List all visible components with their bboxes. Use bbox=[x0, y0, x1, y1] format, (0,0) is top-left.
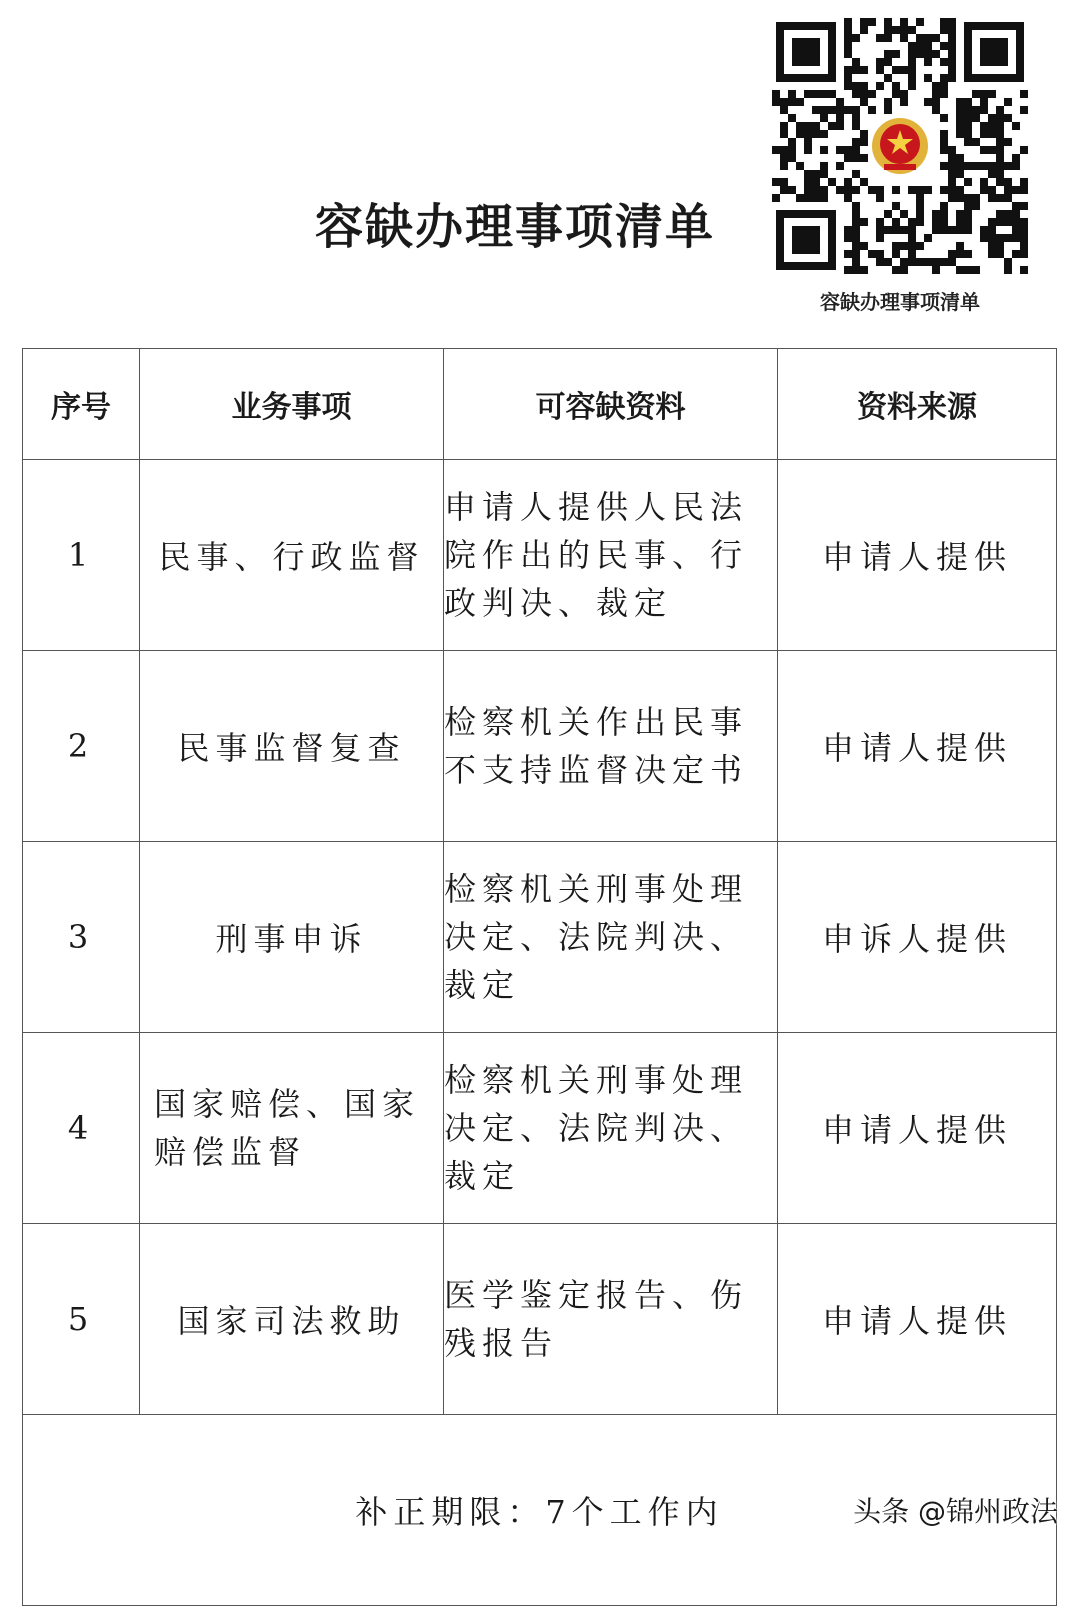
row-number: 3 bbox=[23, 842, 140, 1033]
procuratorate-emblem-icon bbox=[868, 114, 932, 178]
document-title: 容缺办理事项清单 bbox=[314, 199, 715, 255]
table-header-row bbox=[23, 349, 1057, 460]
row-number: 2 bbox=[23, 651, 140, 842]
deadline-note: 补正期限：7个工作内 bbox=[23, 1415, 1057, 1606]
row-number: 1 bbox=[23, 460, 140, 651]
row-source: 申诉人提供 bbox=[778, 842, 1057, 1033]
row-material: 检察机关刑事处理决定、法院判决、裁定 bbox=[444, 1033, 778, 1224]
header-source: 资料来源 bbox=[778, 349, 1057, 460]
matters-table bbox=[22, 348, 1057, 1606]
row-source: 申请人提供 bbox=[778, 460, 1057, 651]
row-item: 民事监督复查 bbox=[140, 651, 444, 842]
row-item: 刑事申诉 bbox=[140, 842, 444, 1033]
row-number: 4 bbox=[23, 1033, 140, 1224]
row-item: 国家赔偿、国家赔偿监督 bbox=[140, 1033, 444, 1224]
row-item: 国家司法救助 bbox=[140, 1224, 444, 1415]
table-row bbox=[23, 460, 1057, 651]
watermark: 头条 @锦州政法 bbox=[853, 1495, 1058, 1528]
row-material: 医学鉴定报告、伤残报告 bbox=[444, 1224, 778, 1415]
row-source: 申请人提供 bbox=[778, 1033, 1057, 1224]
row-material: 检察机关刑事处理决定、法院判决、裁定 bbox=[444, 842, 778, 1033]
header-item: 业务事项 bbox=[140, 349, 444, 460]
header-material: 可容缺资料 bbox=[444, 349, 778, 460]
row-source: 申请人提供 bbox=[778, 1224, 1057, 1415]
row-item: 民事、行政监督 bbox=[140, 460, 444, 651]
qr-code-block bbox=[772, 18, 1028, 315]
qr-caption: 容缺办理事项清单 bbox=[820, 290, 980, 314]
row-material: 检察机关作出民事不支持监督决定书 bbox=[444, 651, 778, 842]
row-source: 申请人提供 bbox=[778, 651, 1057, 842]
table-row bbox=[23, 1224, 1057, 1415]
table-row bbox=[23, 651, 1057, 842]
qr-code-icon bbox=[772, 18, 1028, 274]
table-row bbox=[23, 842, 1057, 1033]
header-no: 序号 bbox=[23, 349, 140, 460]
row-material: 申请人提供人民法院作出的民事、行政判决、裁定 bbox=[444, 460, 778, 651]
table-row bbox=[23, 1033, 1057, 1224]
row-number: 5 bbox=[23, 1224, 140, 1415]
